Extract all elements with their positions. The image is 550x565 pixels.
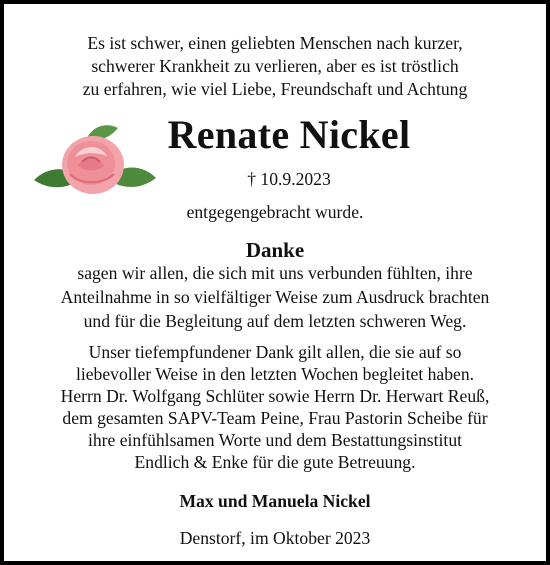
thanks-line-1: sagen wir allen, die sich mit uns verbunden fühlten, ihre (77, 263, 473, 283)
special-line-2: liebevoller Weise in den letzten Wochen begleitet haben. (75, 364, 475, 384)
special-line-3: Herrn Dr. Wolfgang Schlüter sowie Herrn Dr. Herwart Reuß, (60, 386, 490, 406)
special-line-4: dem gesamten SAPV-Team Peine, Frau Pastorin Scheibe für (62, 408, 488, 428)
special-line-5: ihre einfühlsamen Worte und dem Bestattungsinstitut (87, 430, 463, 450)
thanks-heading: Danke (245, 238, 305, 262)
place-date: Denstorf, im Oktober 2023 (179, 528, 371, 548)
special-line-1: Unser tiefempfundener Dank gilt allen, die sie auf so (88, 342, 462, 362)
thanks-line-3: und für die Begleitung auf dem letzten schweren Weg. (83, 311, 467, 331)
intro-line-1: Es ist schwer, einen geliebten Menschen nach kurzer, (87, 33, 463, 53)
family-names: Max und Manuela Nickel (179, 491, 371, 511)
special-line-6: Endlich & Enke für die gute Betreuung. (134, 452, 416, 472)
deceased-name: Renate Nickel (167, 112, 411, 157)
received-line: entgegengebracht wurde. (186, 202, 364, 222)
death-date: † 10.9.2023 (247, 169, 331, 189)
intro-line-2: schwerer Krankheit zu verlieren, aber es ist tröstlich (91, 56, 459, 76)
intro-line-3: zu erfahren, wie viel Liebe, Freundschaft und Achtung (82, 79, 468, 99)
thanks-line-2: Anteilnahme in so vielfältiger Weise zum Ausdruck brachten (60, 287, 490, 307)
